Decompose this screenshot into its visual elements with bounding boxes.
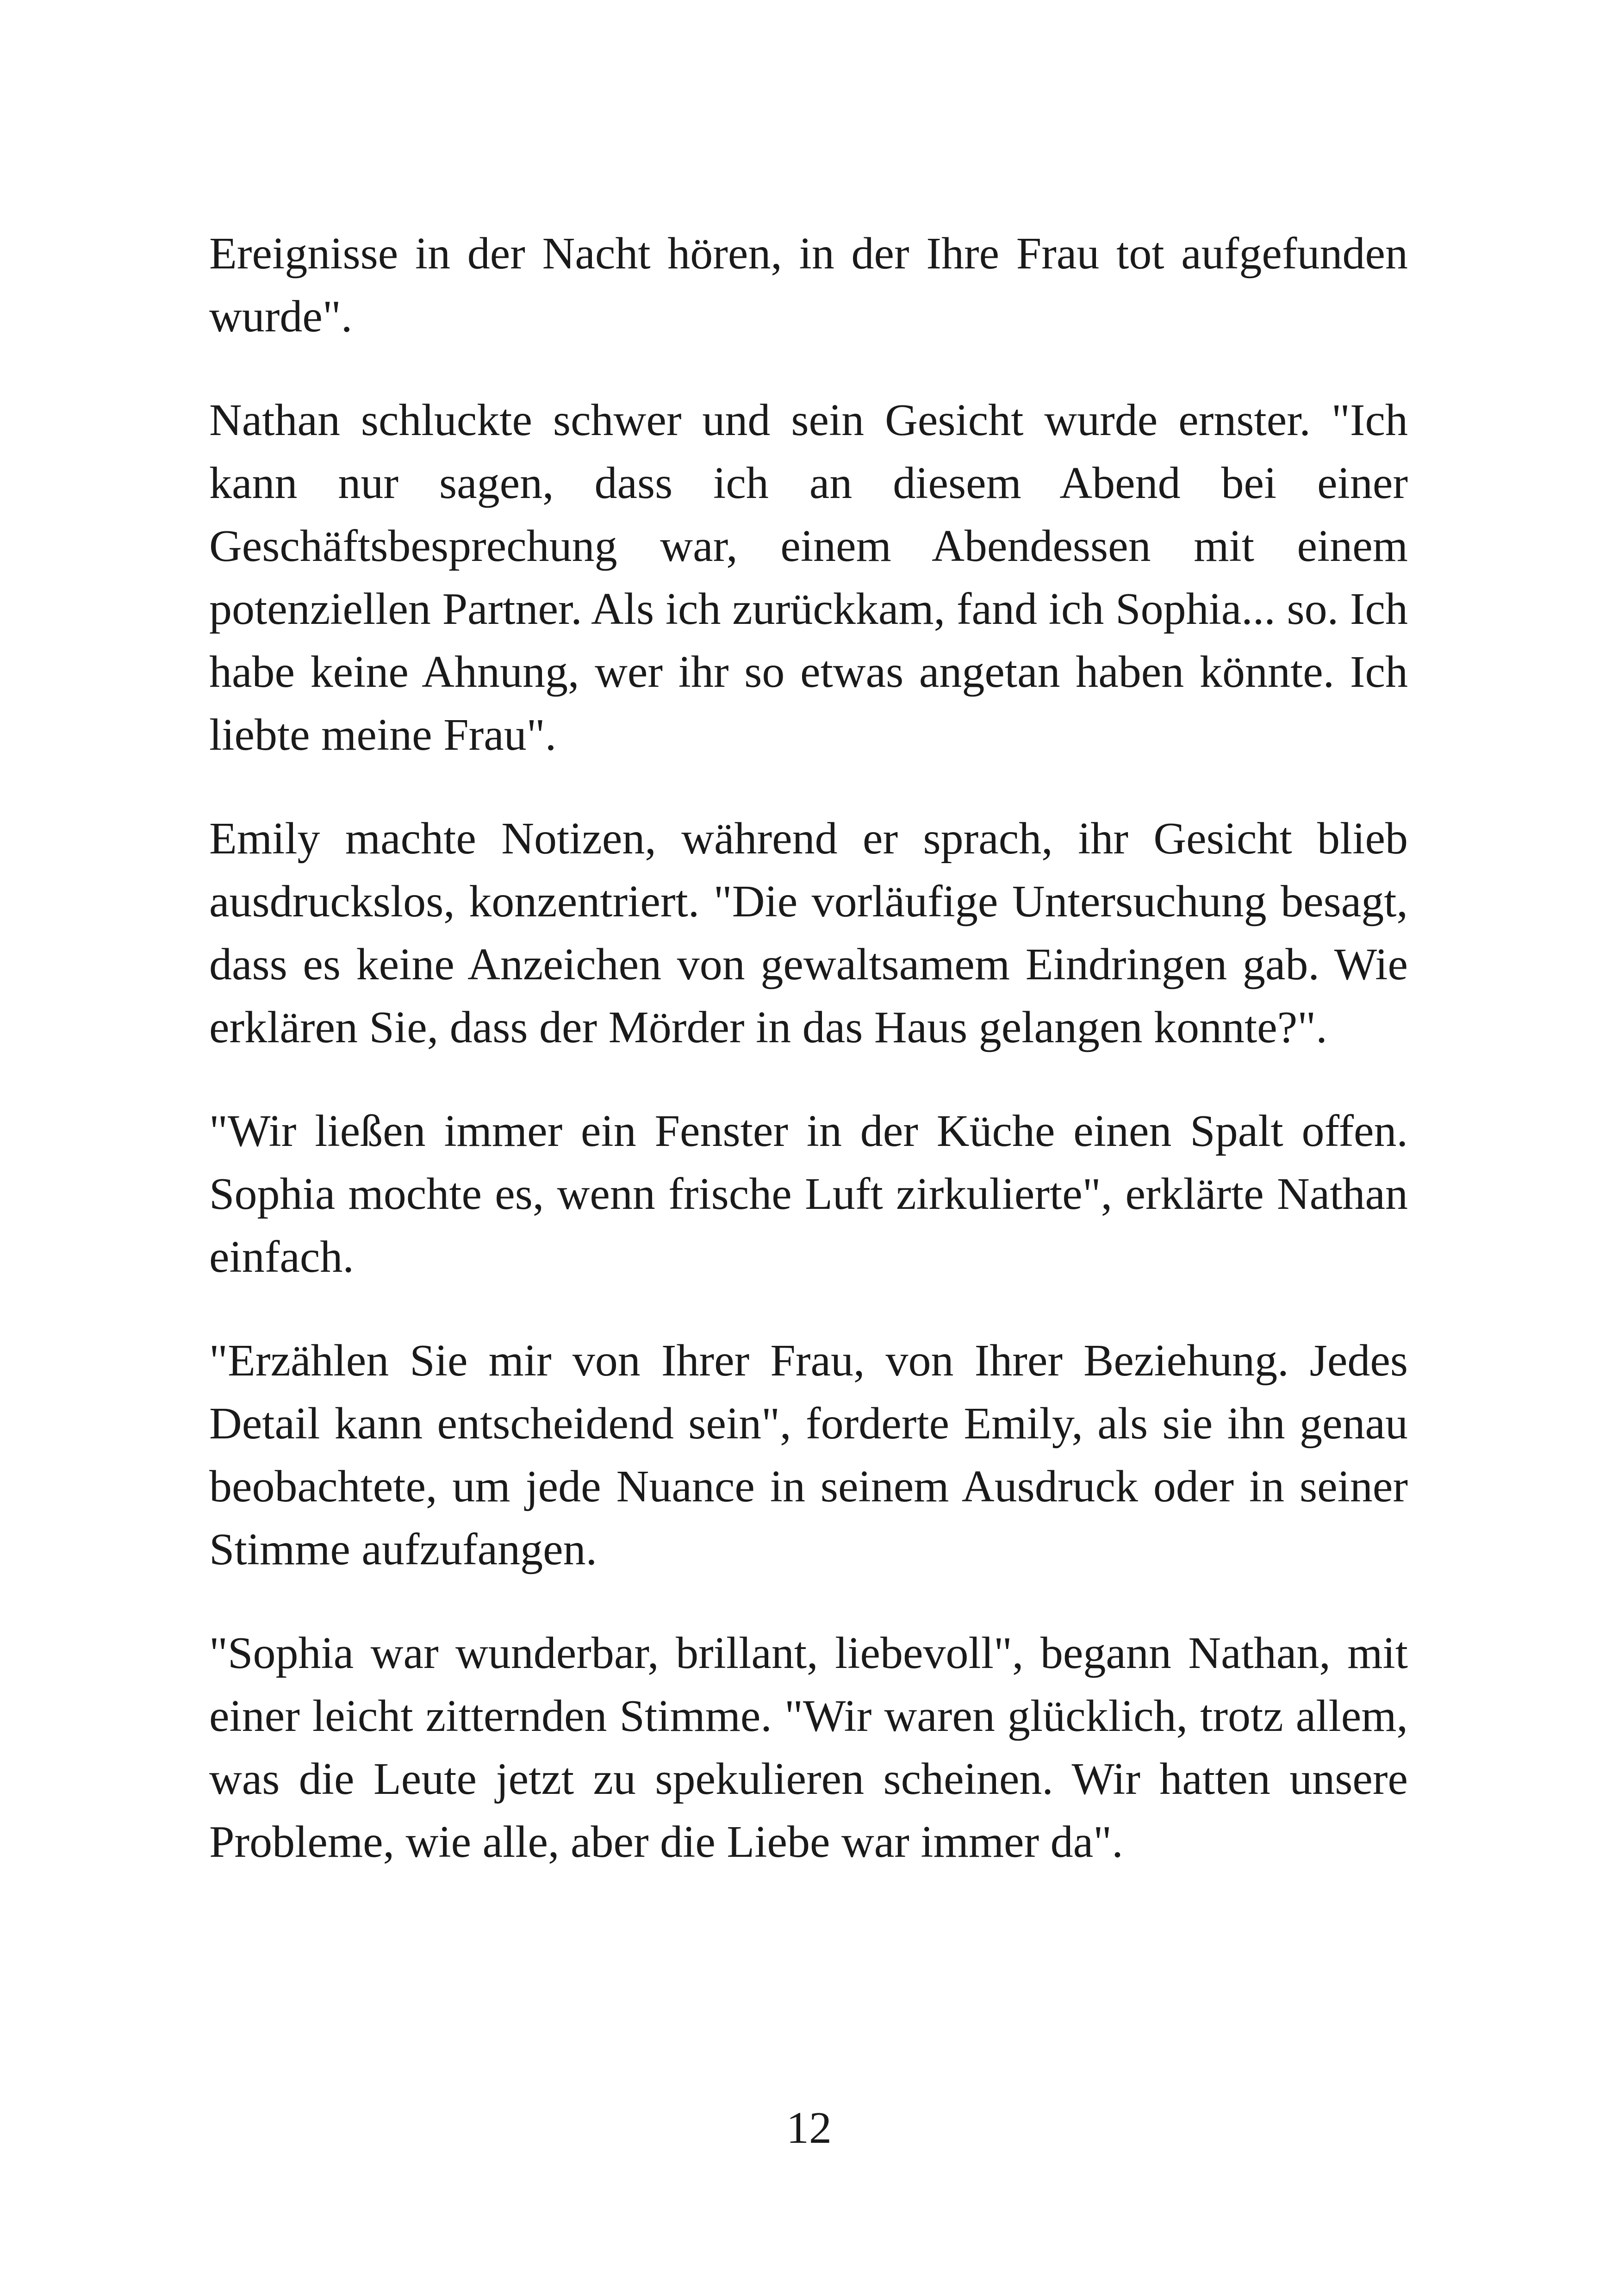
page-number: 12 — [786, 2103, 832, 2153]
paragraph-4: "Wir ließen immer ein Fenster in der Küche einen Spalt offen. Sophia mochte es, wenn frische Luft zirkulierte", erklärte Nathan einfach. — [209, 1106, 1408, 1282]
paragraph-6: "Sophia war wunderbar, brillant, liebevoll", begann Nathan, mit einer leicht zitternden Stimme. "Wir waren glücklich, trotz allem, was die Leute jetzt zu spekulieren scheinen. Wir hatten unsere Probleme, wie alle, aber die Liebe war immer da". — [209, 1628, 1408, 1867]
paragraph-3: Emily machte Notizen, während er sprach, ihr Gesicht blieb ausdruckslos, konzentriert. "Die vorläufige Untersuchung besagt, dass es keine Anzeichen von gewaltsamem Eindringen gab. Wie erklären Sie, dass der Mörder in das Haus gelangen konnte?". — [209, 814, 1408, 1052]
paragraph-1: Ereignisse in der Nacht hören, in der Ihre Frau tot aufgefunden wurde". — [209, 229, 1408, 342]
paragraph-5: "Erzählen Sie mir von Ihrer Frau, von Ihrer Beziehung. Jedes Detail kann entscheidend sein", forderte Emily, als sie ihn genau beobachtete, um jede Nuance in seinem Ausdruck oder in seiner Stimme aufzufangen. — [209, 1336, 1408, 1574]
paragraph-2: Nathan schluckte schwer und sein Gesicht wurde ernster. "Ich kann nur sagen, dass ich an diesem Abend bei einer Geschäftsbesprechung war, einem Abendessen mit einem potenziellen Partner. Als ich zurückkam, fand ich Sophia... so. Ich habe keine Ahnung, wer ihr so etwas angetan haben könnte. Ich liebte meine Frau". — [209, 395, 1408, 760]
body-text — [209, 222, 1408, 1873]
